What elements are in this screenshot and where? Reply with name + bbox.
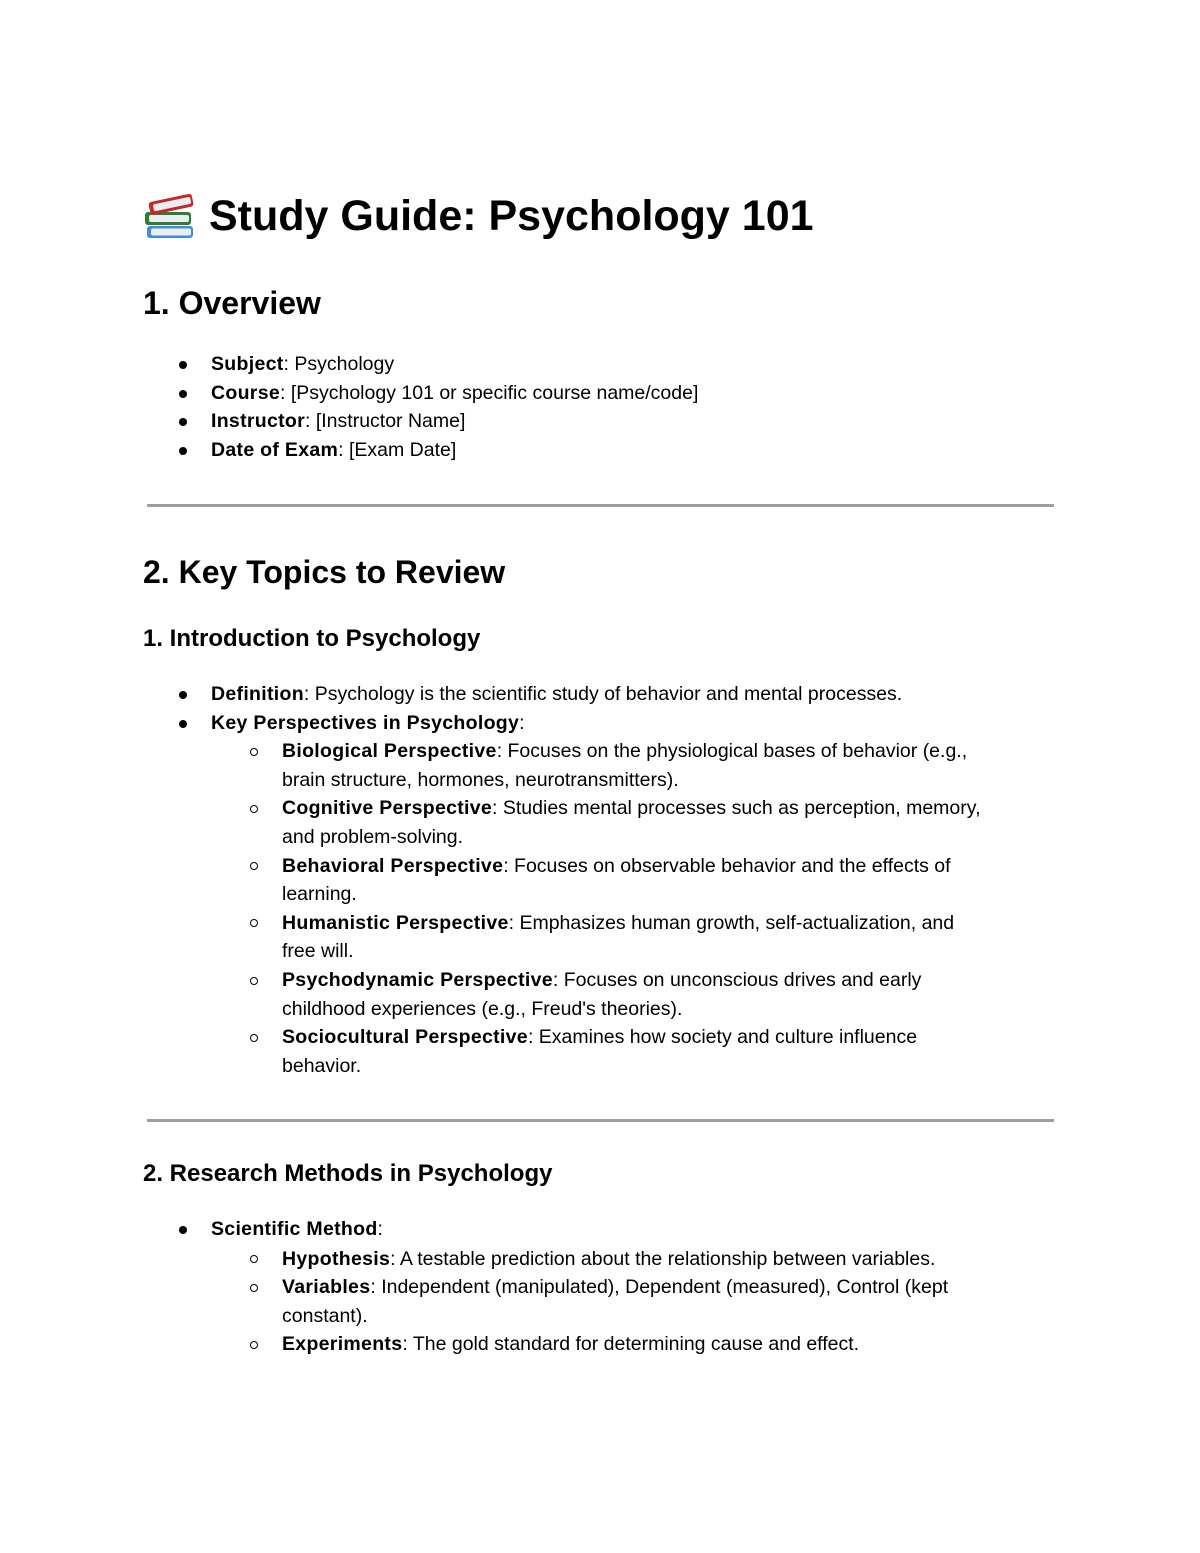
sub-list-item: Behavioral Perspective: Focuses on observable behavior and the effects of [282,854,951,877]
horizontal-rule [147,504,1054,507]
section-heading-overview: 1. Overview [143,285,321,321]
bullet-circle [250,977,258,985]
bullet-disc [179,447,187,455]
sub-list-item-continued: constant). [282,1304,368,1327]
bullet-circle [250,1034,258,1042]
sub-list-item-continued: childhood experiences (e.g., Freud's theories). [282,997,683,1020]
sub-list-item-continued: learning. [282,883,357,906]
bullet-disc [179,720,187,728]
sub-list-item-continued: brain structure, hormones, neurotransmitters). [282,768,679,791]
bullet-disc [179,418,187,426]
bullet-disc [179,361,187,369]
subsection-heading-introduction: 1. Introduction to Psychology [143,625,481,652]
sub-list-item: Sociocultural Perspective: Examines how society and culture influence [282,1026,918,1049]
list-item: Course: [Psychology 101 or specific course name/code] [211,381,699,404]
bullet-circle [250,1255,258,1263]
list-item-perspectives: Key Perspectives in Psychology: [211,711,525,734]
bullet-circle [250,1284,258,1292]
horizontal-rule [147,1119,1054,1122]
sub-list-item: Humanistic Perspective: Emphasizes human growth, self-actualization, and [282,911,955,934]
subsection-heading-research-methods: 2. Research Methods in Psychology [143,1160,553,1187]
bullet-circle [250,748,258,756]
sub-list-item: Experiments: The gold standard for determining cause and effect. [282,1333,860,1356]
bullet-disc [179,390,187,398]
sub-list-item-continued: behavior. [282,1054,362,1077]
list-item-scientific-method: Scientific Method: [211,1218,383,1240]
bullet-circle [250,1341,258,1349]
books-icon [143,190,197,242]
page-title [143,186,814,246]
bullet-circle [250,862,258,870]
sub-list-item: Variables: Independent (manipulated), Dependent (measured), Control (kept [282,1276,949,1299]
sub-list-item: Biological Perspective: Focuses on the physiological bases of behavior (e.g., [282,740,968,763]
sub-list-item: Psychodynamic Perspective: Focuses on unconscious drives and early [282,969,922,991]
title-text: Study Guide: Psychology 101 [209,192,814,240]
bullet-disc [179,1226,187,1234]
sub-list-item-continued: and problem-solving. [282,826,464,848]
sub-list-item: Hypothesis: A testable prediction about the relationship between variables. [282,1247,936,1270]
list-item-definition: Definition: Psychology is the scientific study of behavior and mental processes. [211,683,903,705]
section-heading-key-topics: 2. Key Topics to Review [143,554,506,590]
bullet-circle [250,805,258,813]
bullet-disc [179,691,187,699]
list-item: Subject: Psychology [211,353,395,375]
list-item: Instructor: [Instructor Name] [211,410,466,433]
list-item: Date of Exam: [Exam Date] [211,438,457,461]
bullet-circle [250,919,258,927]
sub-list-item: Cognitive Perspective: Studies mental processes such as perception, memory, [282,797,981,820]
sub-list-item-continued: free will. [282,940,354,963]
